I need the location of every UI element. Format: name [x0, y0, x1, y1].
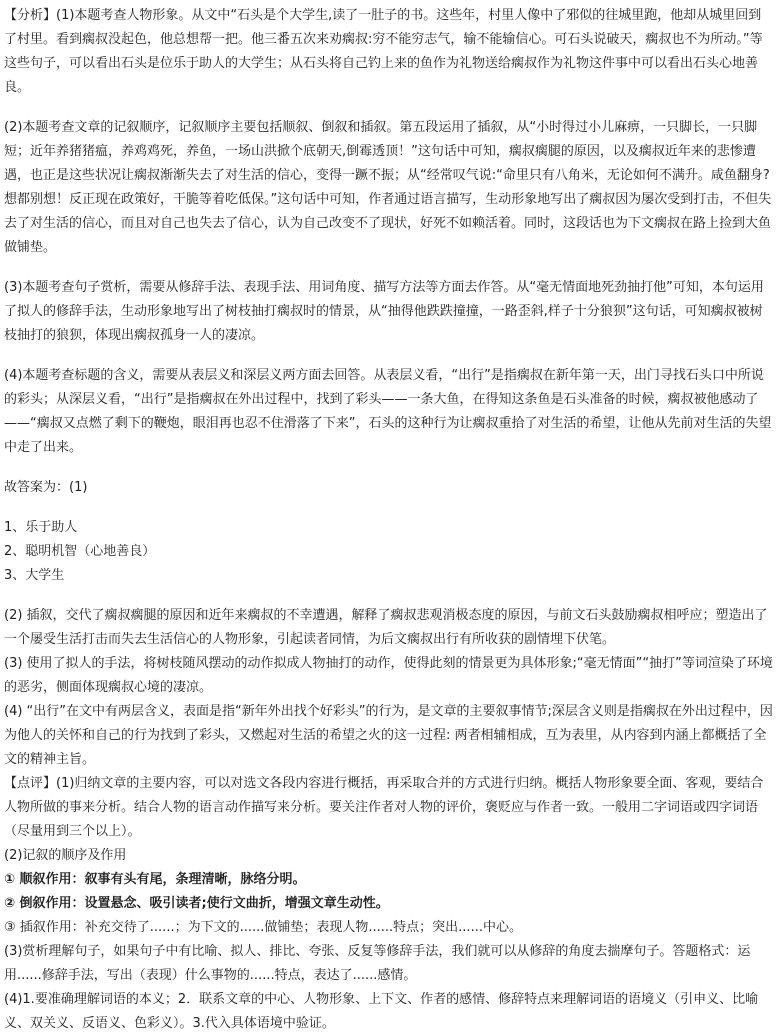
- answer-item-3: 3、大学生: [4, 568, 65, 583]
- comment-paragraph-7: (4)1.要准确理解词语的本义；2．联系文章的中心、人物形象、上下文、作者的感情、修辞特点来理解词语的语境义（引申义、比喻义、双关义、反语义、色彩义）。3.代入具体语境中验证。: [4, 992, 759, 1031]
- answer-paragraph-4: (4) “出行”在文中有两层含义，表面是指“新年外出找个好彩头”的行为，是文章的主要叙事情节;深层含义则是指瘸叔在外出过程中，因为他人的关怀和自己的行为找到了彩头，又燃起对生活的希望之火的这一过程: 两者相辅相成，互为表里，从内容到内涵上都概括了全文的精神主旨。: [4, 704, 773, 767]
- answer-item-1: 1、乐于助人: [4, 520, 78, 535]
- analysis-paragraph-3: (3)本题考查句子赏析，需要从修辞手法、表现手法、用词角度、描写方法等方面去作答。从“毫无情面地死劲抽打他”可知，本句运用了拟人的修辞手法，生动形象地写出了树枝抽打瘸叔时的情景，从“抽得他跌跌撞撞，一路歪斜,样子十分狼狈”这句话，可知瘸叔被树枝抽打的狼狈，体现出瘸叔孤身一人的凄凉。: [4, 280, 764, 343]
- analysis-paragraph-2: (2)本题考查文章的记叙顺序，记叙顺序主要包括顺叙、倒叙和插叙。第五段运用了插叙，从“小时得过小儿麻痹，一只脚长，一只脚短；近年养猪猪瘟，养鸡鸡死，养鱼，一场山洪掀个底朝天,倒霉透顶！”这句话中可知，瘸叔瘸腿的原因，以及瘸叔近年来的悲惨遭遇，也正是这些状况让瘸叔渐渐失去了对生活的信心，变得一蹶不振；从“经常叹气说:“命里只有八角米，无论如何不满升。咸鱼翻身?想都别想！反正现在政策好，干脆等着吃低保。”这句话中可知，作者通过语言描写，生动形象地写出了瘸叔因为屡次受到打击，不但失去了对生活的信心，而且对自己也失去了信心，认为自己改变不了现状，好死不如赖活着。同时，这段话也为下文瘸叔在路上捡到大鱼做铺垫。: [4, 120, 772, 255]
- comment-interjection: ③ 插叙作用：补充交待了......；为下文的......做铺垫；表现人物......特点；突出......中心。: [4, 920, 522, 935]
- comment-paragraph-6: (3)赏析理解句子，如果句子中有比喻、拟人、排比、夸张、反复等修辞手法，我们就可以从修辞的角度去揣摩句子。答题格式：运用......修辞手法，写出（表现）什么事物的......特点，表达了......感情。: [4, 944, 751, 983]
- answer-item-2: 2、聪明机智（心地善良）: [4, 544, 156, 559]
- analysis-paragraph-1: 【分析】(1)本题考查人物形象。从文中“石头是个大学生,读了一肚子的书。这些年，村里人像中了邪似的往城里跑，他却从城里回到了村里。看到瘸叔没起色，他总想帮一把。他三番五次来劝瘸叔:穷不能穷志气，输不能输信心。可石头说破天，瘸叔也不为所动。”等这些句子，可以看出石头是位乐于助人的大学生；从石头将自己钓上来的鱼作为礼物送给瘸叔作为礼物这件事中可以看出石头心地善良。: [4, 8, 763, 95]
- comment-paragraph-1: 【点评】(1)归纳文章的主要内容，可以对选文各段内容进行概括，再采取合并的方式进行归纳。概括人物形象要全面、客观，要结合人物所做的事来分析。结合人物的语言动作描写来分析。要关注作者对人物的评价，褒贬应与作者一致。一般用二字词语或四字词语（尽量用到三个以上）。: [4, 776, 764, 839]
- answer-paragraph-3: (3) 使用了拟人的手法，将树枝随风摆动的动作拟成人物抽打的动作，使得此刻的情景更为具体形象;“毫无情面”“抽打”等词渲染了环境的恶劣，侧面体现瘸叔心境的凄凉。: [4, 656, 773, 695]
- comment-paragraph-2: (2)记叙的顺序及作用: [4, 848, 127, 863]
- analysis-paragraph-4: (4)本题考查标题的含义，需要从表层义和深层义两方面去回答。从表层义看，“出行”是指瘸叔在新年第一天，出门寻找石头口中所说的彩头；从深层义看，“出行”是指瘸叔在外出过程中，找到了彩头——一条大鱼，在得知这条鱼是石头准备的时候，瘸叔被他感动了——“瘸叔又点燃了剩下的鞭炮，眼泪再也忍不住滑落了下来”，石头的这种行为让瘸叔重拾了对生活的希望，让他从先前对生活的失望中走了出来。: [4, 368, 772, 455]
- comment-sequential-order: ① 顺叙作用：叙事有头有尾，条理清晰，脉络分明。: [4, 872, 306, 887]
- answer-heading: 故答案为：(1): [4, 480, 88, 495]
- answer-paragraph-2: (2) 插叙，交代了瘸叔瘸腿的原因和近年来瘸叔的不幸遭遇，解释了瘸叔悲观消极态度的原因，与前文石头鼓励瘸叔相呼应；塑造出了一个屡受生活打击而失去生活信心的人物形象，引起读者同情，为后文瘸叔出行有所收获的剧情埋下伏笔。: [4, 608, 768, 647]
- comment-flashback: ② 倒叙作用：设置悬念、吸引读者;使行文曲折，增强文章生动性。: [4, 896, 389, 911]
